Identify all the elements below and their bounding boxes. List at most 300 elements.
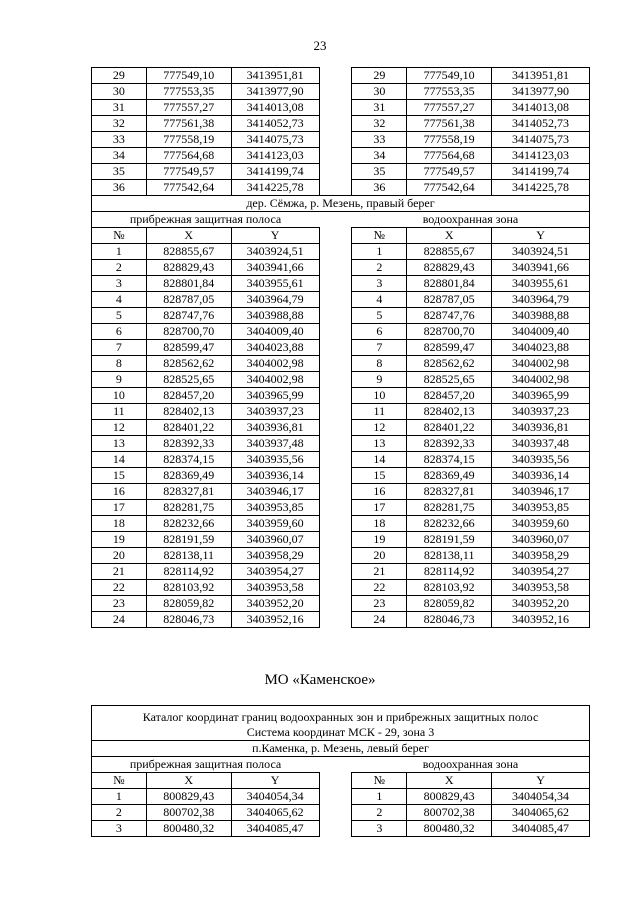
table-row <box>92 116 590 132</box>
y-coordinate-right: 3414123,03 <box>492 148 590 164</box>
table-row <box>92 500 590 516</box>
point-number-left: 2 <box>92 805 147 821</box>
table-row <box>92 468 590 484</box>
x-coordinate-right: 777564,68 <box>407 148 492 164</box>
coordinates-table-kamenka <box>91 705 590 837</box>
column-gap <box>319 132 352 148</box>
table-row <box>92 564 590 580</box>
col-header-y-left: Y <box>231 773 319 789</box>
point-number-right: 31 <box>352 100 407 116</box>
column-gap <box>319 292 352 308</box>
point-number-right: 11 <box>352 404 407 420</box>
y-coordinate-right: 3414075,73 <box>492 132 590 148</box>
point-number-right: 18 <box>352 516 407 532</box>
x-coordinate-right: 828562,62 <box>407 356 492 372</box>
column-gap <box>319 500 352 516</box>
section-title: п.Каменка, р. Мезень, левый берег <box>92 741 590 757</box>
x-coordinate-right: 828046,73 <box>407 612 492 628</box>
y-coordinate-left: 3403953,85 <box>231 500 319 516</box>
point-number-left: 34 <box>92 148 147 164</box>
table-row <box>92 180 590 196</box>
table-row <box>92 276 590 292</box>
y-coordinate-right: 3404002,98 <box>492 372 590 388</box>
point-number-right: 10 <box>352 388 407 404</box>
y-coordinate-left: 3403965,99 <box>231 388 319 404</box>
continued-rows <box>92 68 590 196</box>
y-coordinate-left: 3403936,14 <box>231 468 319 484</box>
column-gap <box>319 84 352 100</box>
x-coordinate-left: 777553,35 <box>146 84 231 100</box>
column-gap <box>319 805 352 821</box>
point-number-right: 32 <box>352 116 407 132</box>
point-number-right: 13 <box>352 436 407 452</box>
point-number-left: 16 <box>92 484 147 500</box>
y-coordinate-right: 3403936,81 <box>492 420 590 436</box>
point-number-right: 20 <box>352 548 407 564</box>
point-number-left: 21 <box>92 564 147 580</box>
table-row <box>92 789 590 805</box>
table-row <box>92 308 590 324</box>
x-coordinate-right: 828525,65 <box>407 372 492 388</box>
column-gap <box>319 68 352 84</box>
y-coordinate-left: 3414075,73 <box>231 132 319 148</box>
column-gap <box>319 180 352 196</box>
col-header-num-right: № <box>352 228 407 244</box>
col-header-num-left: № <box>92 228 147 244</box>
left-caption: прибрежная защитная полоса <box>92 757 320 773</box>
y-coordinate-left: 3403937,23 <box>231 404 319 420</box>
y-coordinate-right: 3403965,99 <box>492 388 590 404</box>
table-row <box>92 84 590 100</box>
y-coordinate-right: 3403954,27 <box>492 564 590 580</box>
col-header-x-right: X <box>407 773 492 789</box>
point-number-left: 8 <box>92 356 147 372</box>
table-row <box>92 68 590 84</box>
y-coordinate-right: 3403964,79 <box>492 292 590 308</box>
point-number-left: 3 <box>92 821 147 837</box>
y-coordinate-right: 3403937,23 <box>492 404 590 420</box>
col-header-y-right: Y <box>492 773 590 789</box>
x-coordinate-right: 828401,22 <box>407 420 492 436</box>
column-gap <box>319 372 352 388</box>
x-coordinate-left: 828787,05 <box>146 292 231 308</box>
y-coordinate-left: 3403924,51 <box>231 244 319 260</box>
table-row <box>92 292 590 308</box>
y-coordinate-left: 3404085,47 <box>231 821 319 837</box>
x-coordinate-left: 828747,76 <box>146 308 231 324</box>
table-row <box>92 420 590 436</box>
point-number-right: 16 <box>352 484 407 500</box>
x-coordinate-left: 828114,92 <box>146 564 231 580</box>
x-coordinate-left: 828281,75 <box>146 500 231 516</box>
x-coordinate-right: 828700,70 <box>407 324 492 340</box>
table-row <box>92 164 590 180</box>
y-coordinate-left: 3403955,61 <box>231 276 319 292</box>
y-coordinate-right: 3403953,58 <box>492 580 590 596</box>
y-coordinate-left: 3413977,90 <box>231 84 319 100</box>
point-number-left: 2 <box>92 260 147 276</box>
point-number-right: 35 <box>352 164 407 180</box>
x-coordinate-right: 777561,38 <box>407 116 492 132</box>
column-gap <box>319 436 352 452</box>
x-coordinate-right: 828457,20 <box>407 388 492 404</box>
column-gap <box>319 244 352 260</box>
table-row <box>92 612 590 628</box>
page-number: 23 <box>313 38 327 53</box>
table-row <box>92 244 590 260</box>
column-gap <box>319 164 352 180</box>
y-coordinate-right: 3414013,08 <box>492 100 590 116</box>
point-number-right: 14 <box>352 452 407 468</box>
point-number-left: 23 <box>92 596 147 612</box>
y-coordinate-right: 3403953,85 <box>492 500 590 516</box>
x-coordinate-right: 828114,92 <box>407 564 492 580</box>
y-coordinate-left: 3413951,81 <box>231 68 319 84</box>
x-coordinate-left: 800702,38 <box>146 805 231 821</box>
catalog-title-line2: Система координат МСК - 29, зона 3 <box>246 725 435 739</box>
x-coordinate-right: 828327,81 <box>407 484 492 500</box>
table-row <box>92 340 590 356</box>
table-row <box>92 372 590 388</box>
table-row <box>92 132 590 148</box>
x-coordinate-right: 828103,92 <box>407 580 492 596</box>
point-number-left: 24 <box>92 612 147 628</box>
table-row <box>92 805 590 821</box>
x-coordinate-right: 828402,13 <box>407 404 492 420</box>
column-gap <box>319 516 352 532</box>
y-coordinate-left: 3403936,81 <box>231 420 319 436</box>
x-coordinate-left: 828046,73 <box>146 612 231 628</box>
point-number-right: 22 <box>352 580 407 596</box>
table-row <box>92 436 590 452</box>
point-number-right: 2 <box>352 805 407 821</box>
y-coordinate-right: 3404023,88 <box>492 340 590 356</box>
point-number-right: 2 <box>352 260 407 276</box>
y-coordinate-left: 3403954,27 <box>231 564 319 580</box>
point-number-left: 20 <box>92 548 147 564</box>
y-coordinate-right: 3403935,56 <box>492 452 590 468</box>
y-coordinate-left: 3403935,56 <box>231 452 319 468</box>
y-coordinate-right: 3404002,98 <box>492 356 590 372</box>
column-gap <box>319 148 352 164</box>
coordinates-table-semzha <box>91 67 590 628</box>
table-row <box>92 596 590 612</box>
column-gap <box>319 580 352 596</box>
y-coordinate-left: 3403937,48 <box>231 436 319 452</box>
x-coordinate-left: 828103,92 <box>146 580 231 596</box>
x-coordinate-right: 828374,15 <box>407 452 492 468</box>
point-number-left: 22 <box>92 580 147 596</box>
point-number-left: 12 <box>92 420 147 436</box>
point-number-right: 23 <box>352 596 407 612</box>
point-number-right: 1 <box>352 789 407 805</box>
y-coordinate-left: 3404002,98 <box>231 356 319 372</box>
y-coordinate-left: 3403988,88 <box>231 308 319 324</box>
point-number-right: 36 <box>352 180 407 196</box>
column-gap <box>319 356 352 372</box>
table-row <box>92 484 590 500</box>
x-coordinate-left: 828829,43 <box>146 260 231 276</box>
y-coordinate-right: 3404009,40 <box>492 324 590 340</box>
column-gap <box>319 548 352 564</box>
y-coordinate-left: 3403958,29 <box>231 548 319 564</box>
column-gap <box>319 116 352 132</box>
point-number-left: 14 <box>92 452 147 468</box>
point-number-right: 30 <box>352 84 407 100</box>
table-row <box>92 356 590 372</box>
point-number-right: 6 <box>352 324 407 340</box>
y-coordinate-left: 3403952,20 <box>231 596 319 612</box>
left-caption: прибрежная защитная полоса <box>92 212 320 228</box>
point-number-right: 7 <box>352 340 407 356</box>
point-number-left: 32 <box>92 116 147 132</box>
point-number-left: 7 <box>92 340 147 356</box>
x-coordinate-right: 828599,47 <box>407 340 492 356</box>
column-gap <box>319 564 352 580</box>
point-number-right: 1 <box>352 244 407 260</box>
column-gap <box>319 452 352 468</box>
x-coordinate-left: 777557,27 <box>146 100 231 116</box>
x-coordinate-right: 777558,19 <box>407 132 492 148</box>
point-number-left: 33 <box>92 132 147 148</box>
x-coordinate-right: 828232,66 <box>407 516 492 532</box>
x-coordinate-left: 777549,57 <box>146 164 231 180</box>
x-coordinate-right: 777549,10 <box>407 68 492 84</box>
y-coordinate-right: 3403958,29 <box>492 548 590 564</box>
y-coordinate-left: 3404023,88 <box>231 340 319 356</box>
col-header-x-right: X <box>407 228 492 244</box>
x-coordinate-left: 828562,62 <box>146 356 231 372</box>
right-caption: водоохранная зона <box>352 757 590 773</box>
y-coordinate-right: 3404054,34 <box>492 789 590 805</box>
x-coordinate-right: 777557,27 <box>407 100 492 116</box>
col-header-x-left: X <box>146 228 231 244</box>
catalog-title-line1: Каталог координат границ водоохранных зон и прибрежных защитных полос <box>142 710 539 724</box>
table-row <box>92 452 590 468</box>
point-number-right: 19 <box>352 532 407 548</box>
table-row <box>92 821 590 837</box>
col-header-num-left: № <box>92 773 147 789</box>
y-coordinate-left: 3403964,79 <box>231 292 319 308</box>
y-coordinate-right: 3403941,66 <box>492 260 590 276</box>
point-number-left: 6 <box>92 324 147 340</box>
y-coordinate-right: 3404085,47 <box>492 821 590 837</box>
y-coordinate-right: 3403946,17 <box>492 484 590 500</box>
point-number-left: 17 <box>92 500 147 516</box>
column-gap <box>319 340 352 356</box>
y-coordinate-left: 3404054,34 <box>231 789 319 805</box>
column-gap <box>319 100 352 116</box>
table-row <box>92 532 590 548</box>
point-number-left: 5 <box>92 308 147 324</box>
point-number-left: 19 <box>92 532 147 548</box>
y-coordinate-left: 3403952,16 <box>231 612 319 628</box>
y-coordinate-left: 3404065,62 <box>231 805 319 821</box>
column-gap <box>319 821 352 837</box>
x-coordinate-left: 777542,64 <box>146 180 231 196</box>
y-coordinate-left: 3404002,98 <box>231 372 319 388</box>
point-number-right: 5 <box>352 308 407 324</box>
x-coordinate-left: 800480,32 <box>146 821 231 837</box>
y-coordinate-left: 3414225,78 <box>231 180 319 196</box>
y-coordinate-right: 3403959,60 <box>492 516 590 532</box>
y-coordinate-right: 3403952,16 <box>492 612 590 628</box>
point-number-right: 9 <box>352 372 407 388</box>
y-coordinate-right: 3413951,81 <box>492 68 590 84</box>
point-number-left: 35 <box>92 164 147 180</box>
y-coordinate-left: 3414123,03 <box>231 148 319 164</box>
point-number-left: 9 <box>92 372 147 388</box>
table-row <box>92 260 590 276</box>
column-gap <box>319 596 352 612</box>
point-number-left: 15 <box>92 468 147 484</box>
x-coordinate-right: 800829,43 <box>407 789 492 805</box>
municipality-heading: МО «Каменское» <box>264 672 376 688</box>
x-coordinate-left: 828457,20 <box>146 388 231 404</box>
x-coordinate-right: 828855,67 <box>407 244 492 260</box>
y-coordinate-right: 3403952,20 <box>492 596 590 612</box>
point-number-right: 17 <box>352 500 407 516</box>
section-title: дер. Сёмжа, р. Мезень, правый берег <box>92 196 590 212</box>
y-coordinate-left: 3414199,74 <box>231 164 319 180</box>
point-number-right: 33 <box>352 132 407 148</box>
x-coordinate-left: 828401,22 <box>146 420 231 436</box>
x-coordinate-right: 828191,59 <box>407 532 492 548</box>
y-coordinate-right: 3403924,51 <box>492 244 590 260</box>
column-gap <box>319 773 352 789</box>
column-gap <box>319 324 352 340</box>
x-coordinate-left: 777561,38 <box>146 116 231 132</box>
point-number-left: 1 <box>92 244 147 260</box>
point-number-left: 4 <box>92 292 147 308</box>
x-coordinate-left: 828801,84 <box>146 276 231 292</box>
column-gap <box>319 228 352 244</box>
column-gap <box>319 468 352 484</box>
y-coordinate-right: 3403988,88 <box>492 308 590 324</box>
point-number-right: 4 <box>352 292 407 308</box>
col-header-y-left: Y <box>231 228 319 244</box>
right-caption: водоохранная зона <box>352 212 590 228</box>
y-coordinate-right: 3414052,73 <box>492 116 590 132</box>
catalog-title <box>92 706 590 741</box>
y-coordinate-left: 3403941,66 <box>231 260 319 276</box>
x-coordinate-right: 800702,38 <box>407 805 492 821</box>
point-number-right: 24 <box>352 612 407 628</box>
x-coordinate-right: 800480,32 <box>407 821 492 837</box>
x-coordinate-right: 828138,11 <box>407 548 492 564</box>
table-row <box>92 148 590 164</box>
column-gap <box>319 484 352 500</box>
x-coordinate-left: 777549,10 <box>146 68 231 84</box>
x-coordinate-right: 828747,76 <box>407 308 492 324</box>
point-number-left: 18 <box>92 516 147 532</box>
y-coordinate-right: 3403960,07 <box>492 532 590 548</box>
table-row <box>92 548 590 564</box>
x-coordinate-left: 828525,65 <box>146 372 231 388</box>
x-coordinate-right: 777553,35 <box>407 84 492 100</box>
y-coordinate-left: 3414013,08 <box>231 100 319 116</box>
x-coordinate-right: 828801,84 <box>407 276 492 292</box>
x-coordinate-left: 828059,82 <box>146 596 231 612</box>
y-coordinate-left: 3403953,58 <box>231 580 319 596</box>
y-coordinate-left: 3404009,40 <box>231 324 319 340</box>
point-number-left: 11 <box>92 404 147 420</box>
point-number-right: 3 <box>352 821 407 837</box>
point-number-right: 29 <box>352 68 407 84</box>
table-row <box>92 516 590 532</box>
y-coordinate-left: 3414052,73 <box>231 116 319 132</box>
point-number-right: 3 <box>352 276 407 292</box>
x-coordinate-left: 777558,19 <box>146 132 231 148</box>
y-coordinate-left: 3403960,07 <box>231 532 319 548</box>
x-coordinate-left: 828327,81 <box>146 484 231 500</box>
point-number-left: 1 <box>92 789 147 805</box>
y-coordinate-right: 3403955,61 <box>492 276 590 292</box>
y-coordinate-right: 3413977,90 <box>492 84 590 100</box>
x-coordinate-right: 828392,33 <box>407 436 492 452</box>
x-coordinate-right: 777549,57 <box>407 164 492 180</box>
column-gap <box>319 532 352 548</box>
y-coordinate-right: 3414225,78 <box>492 180 590 196</box>
column-gap <box>319 612 352 628</box>
point-number-right: 15 <box>352 468 407 484</box>
caption-gap <box>319 757 352 773</box>
column-gap <box>319 789 352 805</box>
point-number-left: 3 <box>92 276 147 292</box>
y-coordinate-right: 3403936,14 <box>492 468 590 484</box>
x-coordinate-left: 800829,43 <box>146 789 231 805</box>
x-coordinate-right: 828829,43 <box>407 260 492 276</box>
x-coordinate-left: 828402,13 <box>146 404 231 420</box>
table-row <box>92 100 590 116</box>
x-coordinate-right: 828787,05 <box>407 292 492 308</box>
table-row <box>92 388 590 404</box>
table-row <box>92 580 590 596</box>
col-header-num-right: № <box>352 773 407 789</box>
column-gap <box>319 276 352 292</box>
column-gap <box>319 420 352 436</box>
kamenka-rows <box>92 789 590 837</box>
point-number-left: 36 <box>92 180 147 196</box>
x-coordinate-left: 828374,15 <box>146 452 231 468</box>
column-gap <box>319 388 352 404</box>
y-coordinate-left: 3403959,60 <box>231 516 319 532</box>
x-coordinate-right: 777542,64 <box>407 180 492 196</box>
table-row <box>92 324 590 340</box>
col-header-x-left: X <box>146 773 231 789</box>
point-number-left: 13 <box>92 436 147 452</box>
point-number-right: 34 <box>352 148 407 164</box>
col-header-y-right: Y <box>492 228 590 244</box>
x-coordinate-left: 828138,11 <box>146 548 231 564</box>
point-number-left: 10 <box>92 388 147 404</box>
x-coordinate-left: 828191,59 <box>146 532 231 548</box>
x-coordinate-left: 828855,67 <box>146 244 231 260</box>
table-row <box>92 404 590 420</box>
y-coordinate-right: 3404065,62 <box>492 805 590 821</box>
y-coordinate-right: 3414199,74 <box>492 164 590 180</box>
x-coordinate-left: 828700,70 <box>146 324 231 340</box>
point-number-left: 30 <box>92 84 147 100</box>
point-number-right: 8 <box>352 356 407 372</box>
point-number-right: 21 <box>352 564 407 580</box>
x-coordinate-right: 828059,82 <box>407 596 492 612</box>
column-gap <box>319 308 352 324</box>
x-coordinate-left: 777564,68 <box>146 148 231 164</box>
point-number-right: 12 <box>352 420 407 436</box>
semzha-rows <box>92 244 590 628</box>
x-coordinate-left: 828392,33 <box>146 436 231 452</box>
